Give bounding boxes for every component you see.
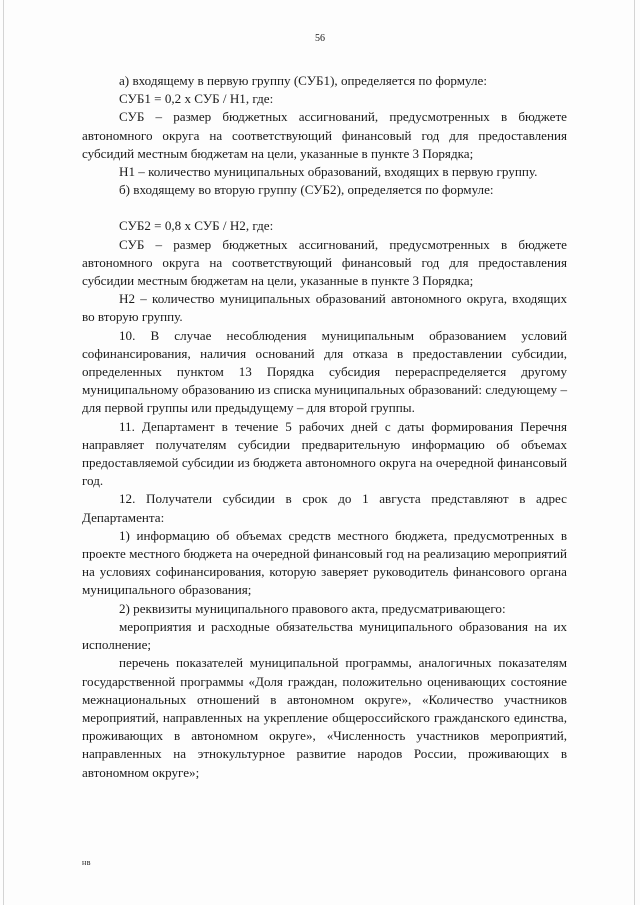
paragraph-subgroup-a: а) входящему в первую группу (СУБ1), определяется по формуле: <box>119 73 487 88</box>
paragraph-item-11: 11. Департамент в течение 5 рабочих дней с даты формирования Перечня направляет получателям субсидии предварительную информацию об объемах предоставляемой субсидии из бюджета автономного округа на очередной финансовый год. <box>82 418 567 489</box>
paragraph-item-12: 12. Получатели субсидии в срок до 1 августа представляют в адрес Департамента: <box>82 491 567 525</box>
scan-edge-left <box>3 0 4 905</box>
paragraph-sub-definition-2: СУБ – размер бюджетных ассигнований, предусмотренных в бюджете автономного округа на соответствующий финансовый год для предоставления субсидии местным бюджетам на цели, указанные в пункте 3 Порядка; <box>82 236 567 289</box>
paragraph-item-12-1: 1) информацию об объемах средств местного бюджета, предусмотренных в проекте местного бюджета на очередной финансовый год на реализацию мероприятий на условиях софинансирования, которую заверяет руководитель финансового органа муниципального образования; <box>82 527 567 598</box>
footer-mark: нв <box>82 858 92 867</box>
formula-sub2: СУБ2 = 0,8 х СУБ / Н2, где: <box>119 218 274 234</box>
paragraph-n1-definition: Н1 – количество муниципальных образований, входящих в первую группу. <box>119 164 538 180</box>
paragraph-sub-definition-1: СУБ – размер бюджетных ассигнований, предусмотренных в бюджете автономного округа на соответствующий финансовый год для предоставления субсидий местным бюджетам на цели, указанные в пункте 3 Порядка; <box>82 109 567 161</box>
paragraph-item-10: 10. В случае несоблюдения муниципальным образованием условий софинансирования, наличия оснований для отказа в предоставлении субсидии, определенных пунктом 13 Порядка субсидия перераспределяется другому муниципальному образованию из списка муниципальных образований: следующему – для первой группы или предыдущему – для второй группы. <box>82 327 567 416</box>
paragraph-subgroup-b: б) входящему во вторую группу (СУБ2), определяется по формуле: <box>119 182 494 198</box>
paragraph-indicators: перечень показателей муниципальной программы, аналогичных показателям государственной программы «Доля граждан, положительно оценивающих состояние межнациональных отношений в автономном округе», «Количество участников мероприятий, направленных на укрепление общероссийского гражданского единства, проживающих в автономном округе», «Численность участников мероприятий, направленных на этнокультурное развитие народов России, проживающих в автономном округе»; <box>82 655 567 780</box>
document-body <box>82 72 567 782</box>
scan-edge-right <box>634 0 635 905</box>
formula-sub1: СУБ1 = 0,2 х СУБ / Н1, где: <box>119 91 274 107</box>
paragraph-n2-definition: Н2 – количество муниципальных образований автономного округа, входящих во вторую группу. <box>82 291 567 325</box>
paragraph-item-12-2: 2) реквизиты муниципального правового акта, предусматривающего: <box>119 600 506 616</box>
paragraph-activities: мероприятия и расходные обязательства муниципального образования на их исполнение; <box>82 618 567 653</box>
page-number: 56 <box>315 33 325 44</box>
